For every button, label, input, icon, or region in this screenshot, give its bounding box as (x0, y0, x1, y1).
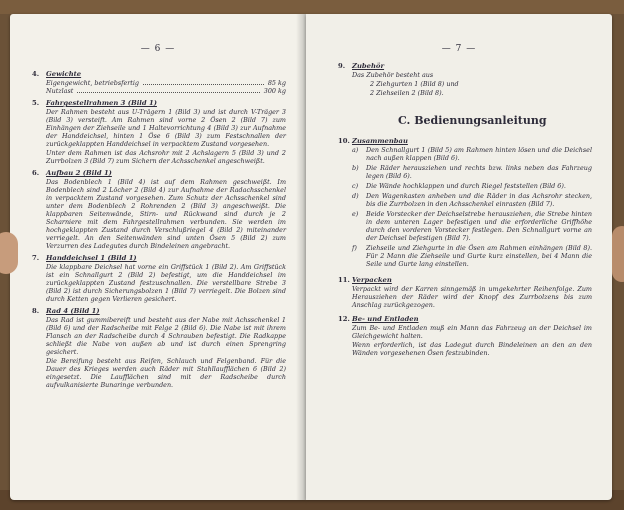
paragraph: Unter dem Rahmen ist das Achsrohr mit 2 Achslagern 5 (Bild 3) und 2 Zurrbolzen 3 (Bild 7) zum Sichern der Achsschenkel angeschweißt. (46, 149, 286, 165)
left-thumb (0, 232, 18, 274)
item-label: f) (352, 244, 357, 252)
section-title: Gewichte (46, 70, 82, 78)
weight-value: 85 kg (267, 79, 286, 87)
section-handdeichsel (32, 254, 286, 303)
accessory-line: 2 Ziehgurten 1 (Bild 8) und (370, 80, 459, 88)
section-title: Handdeichsel 1 (Bild 1) (46, 254, 137, 262)
section-fahrgestellrahmen (32, 99, 286, 165)
section-title: Rad 4 (Bild 1) (46, 307, 100, 315)
section-title: Zubehör (352, 62, 385, 70)
page-number-right: — 7 — (441, 44, 477, 54)
section-title: Aufbau 2 (Bild 1) (46, 169, 112, 177)
list-item (352, 192, 592, 208)
paragraph: Das Bodenblech 1 (Bild 4) ist auf dem Rahmen geschweißt. Im Bodenblech sind 2 Löcher 2 (Bild 4) zur Aufnahme der Radachsschenkel in verpacktem Zustand vorgesehen. Zum Schutz der Achsschenkel sind unter dem Bodenblech 2 Rohrenden 2 (Bild 3) angeschweißt. Die klappbaren Seitenwände, Stirn- und Rückwand sind durch je 2 Scharniere mit dem Fahrgestellrahmen verbunden. Sie werden im hochgeklappten Zustand durch Verschlußriegel 4 (Bild 2) miteinander verriegelt. An den Seitenwänden sind unten Ösen 5 (Bild 2) zum Verzurren des Ladegutes durch Bindeleinen angebracht. (46, 178, 286, 250)
item-text: Den Wagenkasten anheben und die Räder in das Achsrohr stecken, bis die Zurrbolzen in den Achsschenkel einrasten (Bild 7). (366, 192, 592, 208)
paragraph: Die klappbare Deichsel hat vorne ein Griffstück 1 (Bild 2). Am Griffstück ist ein Schnallgurt 2 (Bild 2) befestigt, um die Handdeichsel im zurückgeklappten Zustand festzuschnallen. Die verstellbare Strebe 3 (Bild 2) ist durch Sicherungsbolzen 1 (Bild 7) verriegelt. Die Bolzen sind durch Ketten gegen Verlieren gesichert. (46, 263, 286, 303)
section-number: 8. (32, 307, 40, 315)
section-title: Zusammenbau (352, 137, 408, 145)
paragraph: Das Rad ist gummibereift und besteht aus der Nabe mit Achsschenkel 1 (Bild 6) und der Radscheibe mit Felge 2 (Bild 6). Die Nabe ist mit ihrem Flansch an der Radscheibe durch 4 Schrauben befestigt. Die Radkappe schließt die Nabe von außen ab und ist durch einen Sprengring gesichert. (46, 316, 286, 356)
item-label: d) (352, 192, 359, 200)
list-item (352, 146, 592, 162)
right-page (306, 14, 612, 500)
paragraph: Wenn erforderlich, ist das Ladegut durch Bindeleinen an den an den Wänden vorgesehenen Ösen festzubinden. (352, 341, 592, 357)
item-text: Die Räder herausziehen und rechts bzw. links neben das Fahrzeug legen (Bild 6). (366, 164, 592, 180)
leader-dots (77, 87, 259, 93)
weight-row-empty (46, 79, 286, 87)
list-item (352, 182, 592, 190)
accessory-line: 2 Ziehseilen 2 (Bild 8). (370, 89, 444, 97)
paragraph: Das Zubehör besteht aus (352, 71, 434, 79)
section-title: Be- und Entladen (352, 315, 419, 323)
section-number: 11. (338, 276, 350, 284)
list-item (352, 210, 592, 242)
section-title: Fahrgestellrahmen 3 (Bild 1) (46, 99, 157, 107)
item-label: b) (352, 164, 359, 172)
item-label: c) (352, 182, 359, 190)
item-text: Den Schnallgurt 1 (Bild 5) am Rahmen hinten lösen und die Deichsel nach außen klappen (Bild 6). (366, 146, 592, 162)
section-rad (32, 307, 286, 389)
table-surface-top (0, 0, 624, 14)
right-thumb (612, 226, 624, 282)
right-page-content (338, 62, 592, 361)
item-label: a) (352, 146, 359, 154)
weight-value: 300 kg (263, 87, 286, 95)
item-label: e) (352, 210, 359, 218)
weight-label: Nutzlast (46, 87, 74, 95)
chapter-heading: C. Bedienungsanleitung (398, 114, 547, 127)
paragraph: Der Rahmen besteht aus U-Trägern 1 (Bild 3) und ist durch V-Träger 3 (Bild 3) versteift. Am Rahmen sind vorne 2 Ösen 2 (Bild 7) zum Einhängen der Ziehseile und 1 Haltevorrichtung 4 (Bild 3) zur Aufnahme der Handdeichsel, hinten 1 Öse 6 (Bild 3) zum Festschnallen der zurückgeklappten Handdeichsel in verpacktem Zustand vorgesehen. (46, 108, 286, 148)
item-text: Beide Vorstecker der Deichselstrebe herausziehen, die Strebe hinten in dem unteren Lager befestigen und die erforderliche Griffhöhe durch den vorderen Vorstecker festlegen. Den Schnallgurt vorne an der Deichsel befestigen (Bild 7). (366, 210, 592, 242)
section-number: 10. (338, 137, 350, 145)
leader-dots (143, 79, 264, 85)
paragraph: Die Bereifung besteht aus Reifen, Schlauch und Felgenband. Für die Dauer des Krieges werden auch Räder mit Stahllaufflächen 6 (Bild 2) eingesetzt. Die Laufflächen sind mit der Radscheibe durch aufvulkanisierte Bunaringe verbunden. (46, 357, 286, 389)
section-number: 9. (338, 62, 346, 70)
section-gewichte (32, 70, 286, 95)
section-zubehoer (338, 62, 592, 97)
weight-label: Eigengewicht, betriebsfertig (46, 79, 140, 87)
item-text: Ziehseile und Ziehgurte in die Ösen am Rahmen einhängen (Bild 8). Für 2 Mann die Ziehseile und Gurte kurz einstellen, bei 4 Mann die Seile und Gurte lang einstellen. (366, 244, 592, 268)
section-aufbau (32, 169, 286, 250)
left-page-content (32, 70, 286, 393)
paragraph: Verpackt wird der Karren sinngemäß in umgekehrter Reihenfolge. Zum Herausziehen der Räder wird der Knopf des Zurrbolzens bis zum Anschlag zurückgezogen. (352, 285, 592, 309)
list-item (352, 244, 592, 268)
section-number: 6. (32, 169, 40, 177)
section-title: Verpacken (352, 276, 392, 284)
page-number-left: — 6 — (140, 44, 176, 54)
section-zusammenbau (338, 137, 592, 268)
item-text: Die Wände hochklappen und durch Riegel feststellen (Bild 6). (366, 182, 566, 190)
section-be-und-entladen (338, 315, 592, 357)
section-number: 12. (338, 315, 350, 323)
section-verpacken (338, 276, 592, 309)
left-page (10, 14, 306, 500)
section-number: 5. (32, 99, 40, 107)
section-number: 7. (32, 254, 40, 262)
list-item (352, 164, 592, 180)
section-number: 4. (32, 70, 40, 78)
paragraph: Zum Be- und Entladen muß ein Mann das Fahrzeug an der Deichsel im Gleichgewicht halten. (352, 324, 592, 340)
weight-row-payload (46, 87, 286, 95)
